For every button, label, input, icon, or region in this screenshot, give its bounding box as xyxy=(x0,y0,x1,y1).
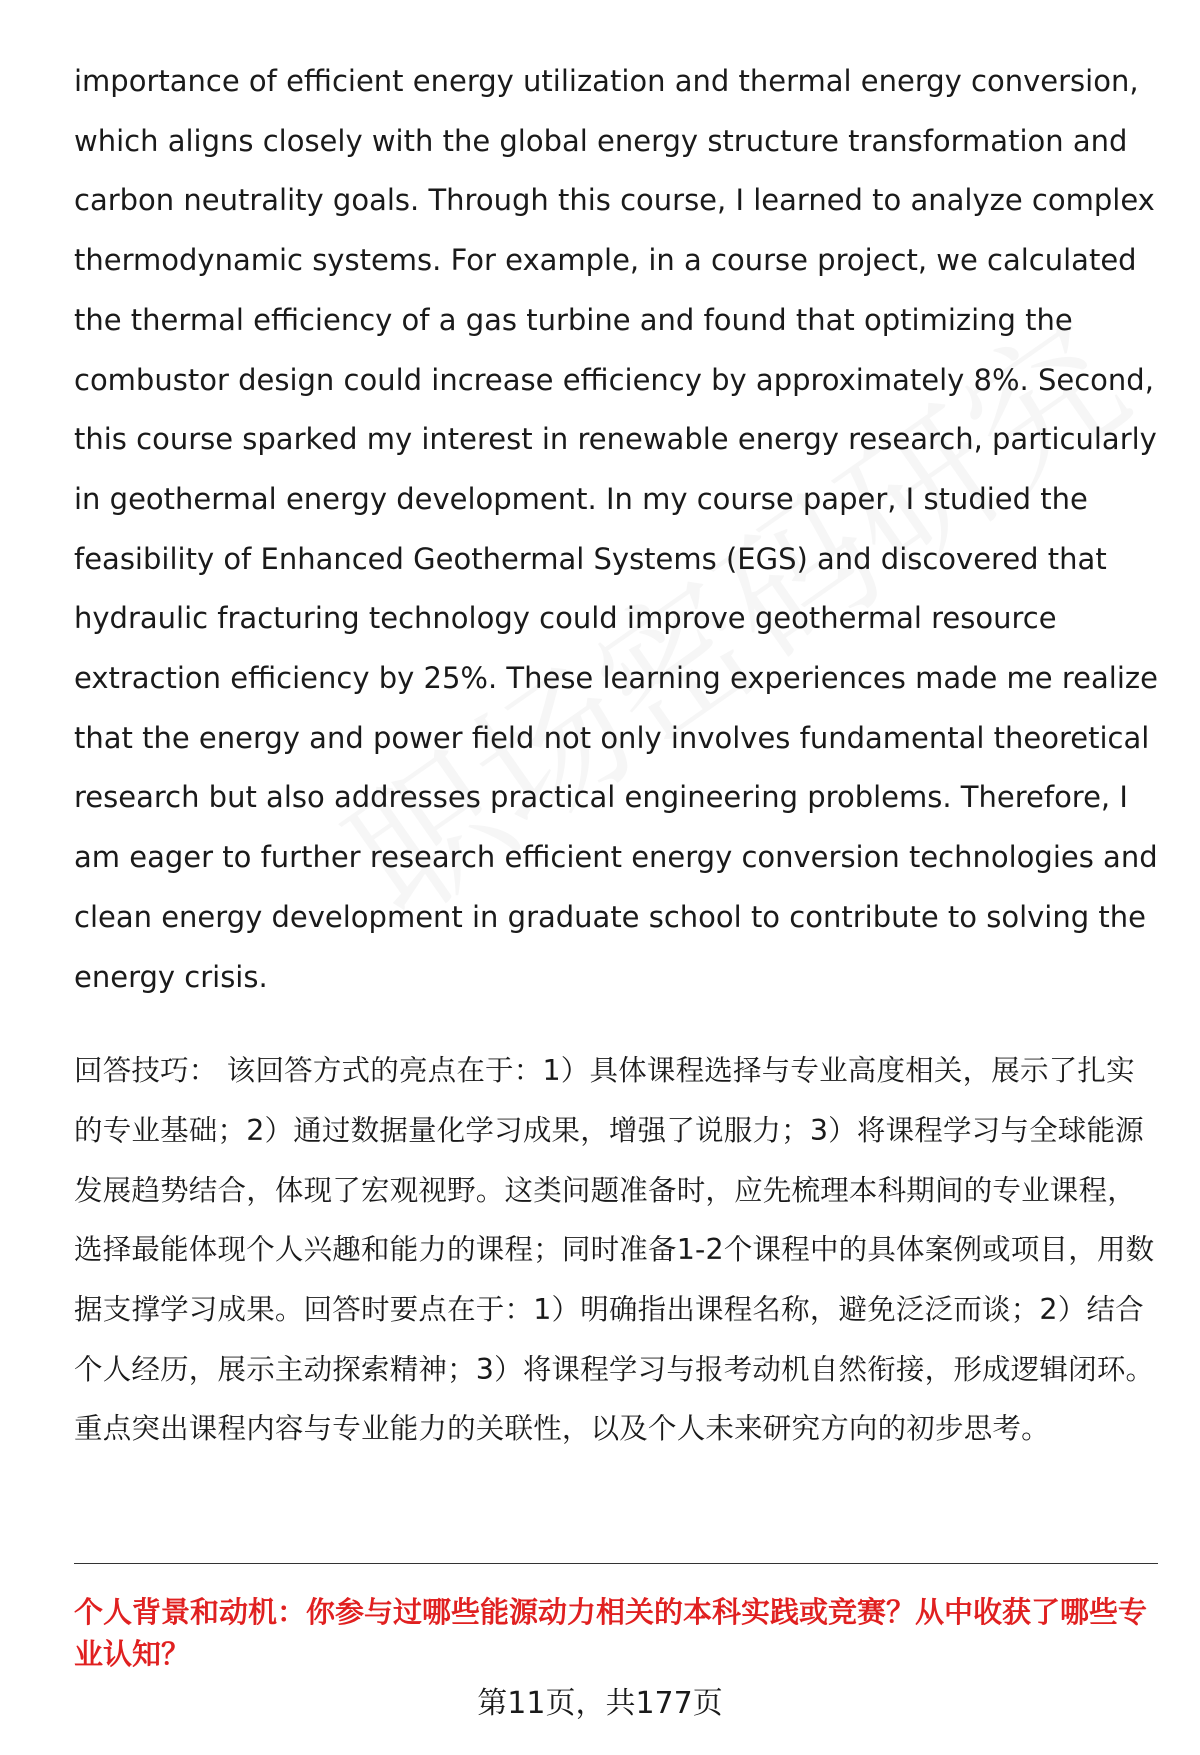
section-divider xyxy=(74,1563,1158,1564)
next-question-heading: 个人背景和动机：你参与过哪些能源动力相关的本科实践或竞赛？从中收获了哪些专业认知？ xyxy=(74,1595,1148,1671)
page-content xyxy=(74,52,1160,1459)
answer-tips-paragraph: 回答技巧： 该回答方式的亮点在于：1）具体课程选择与专业高度相关，展示了扎实的专业基础；2）通过数据量化学习成果，增强了说服力；3）将课程学习与全球能源发展趋势结合，体现了宏观视野。这类问题准备时，应先梳理本科期间的专业课程，选择最能体现个人兴趣和能力的课程；同时准备1-2个课程中的具体案例或项目，用数据支撑学习成果。回答时要点在于：1）明确指出课程名称，避免泛泛而谈；2）结合个人经历，展示主动探索精神；3）将课程学习与报考动机自然衔接，形成逻辑闭环。重点突出课程内容与专业能力的关联性，以及个人未来研究方向的初步思考。 xyxy=(74,1054,1155,1446)
answer-paragraph: importance of efficient energy utilization and thermal energy conversion, which aligns closely with the global energy structure transformation and carbon neutrality goals. Through this course, I learned to analyze complex thermodynamic systems. For example, in a course project, we calculated the thermal efficiency of a gas turbine and found that optimizing the combustor design could increase efficiency by approximately 8%. Second, this course sparked my interest in renewable energy research, particularly in geothermal energy development. In my course paper, I studied the feasibility of Enhanced Geothermal Systems (EGS) and discovered that hydraulic fracturing technology could improve geothermal resource extraction efficiency by 25%. These learning experiences made me realize that the energy and power field not only involves fundamental theoretical research but also addresses practical engineering problems. Therefore, I am eager to further research efficient energy conversion technologies and clean energy development in graduate school to contribute to solving the energy crisis. xyxy=(74,64,1158,994)
page-number-footer: 第11页，共177页 xyxy=(477,1686,723,1721)
